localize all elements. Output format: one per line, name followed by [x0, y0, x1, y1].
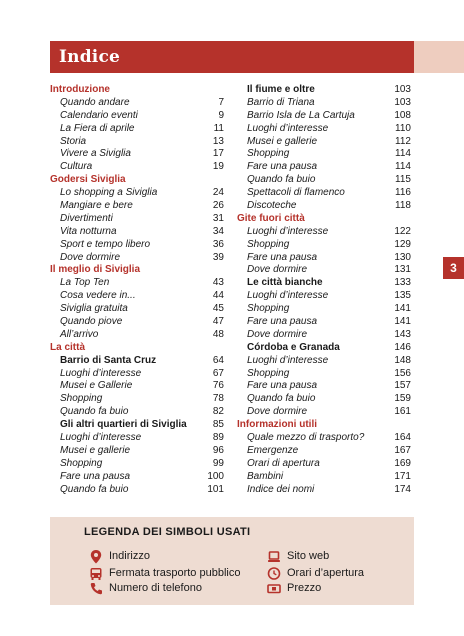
toc-entry-title: Quando fa buio [60, 483, 129, 495]
toc-entry-title: Quando fa buio [247, 393, 316, 405]
toc-entry-page: 141 [394, 303, 411, 315]
toc-entry [237, 226, 411, 239]
toc-entry-title: All’arrivo [60, 328, 99, 340]
toc-entry-title: Shopping [60, 457, 103, 469]
toc-entry-page: 13 [212, 135, 224, 147]
toc-entry-page: 108 [394, 109, 411, 121]
toc-entry-page: 19 [212, 161, 224, 173]
toc-entry [237, 200, 411, 213]
toc-subsection [237, 342, 411, 355]
toc-entry-title: Godersi Siviglia [50, 174, 126, 186]
toc-entry-title: Luoghi d’interesse [247, 290, 329, 302]
toc-entry-page: 157 [394, 380, 411, 392]
toc-entry-page: 45 [212, 303, 224, 315]
toc-entry-title: Fare una pausa [247, 316, 318, 328]
toc-entry-title: Dove dormire [60, 251, 121, 263]
toc-entry [50, 213, 224, 226]
toc-entry-title: Luoghi d’interesse [247, 225, 329, 237]
toc-entry-page: 133 [394, 277, 411, 289]
toc-entry-title: Divertimenti [60, 212, 113, 224]
toc-entry-title: Storia [60, 135, 87, 147]
toc-entry-page: 103 [394, 84, 411, 95]
toc-entry [50, 226, 224, 239]
toc-entry [237, 393, 411, 406]
toc-entry-title: Shopping [247, 367, 290, 379]
toc-entry-page: 122 [394, 225, 411, 237]
toc-entry-page: 78 [212, 393, 224, 405]
toc-subsection [237, 277, 411, 290]
toc-entry-page: 101 [207, 483, 224, 495]
toc-entry-title: Dove dormire [247, 328, 308, 340]
toc-entry-page: 130 [394, 251, 411, 263]
legend-label: Numero di telefono [109, 582, 202, 594]
toc-entry-title: Luoghi d’interesse [60, 432, 142, 444]
toc-entry-page: 24 [212, 187, 224, 199]
toc-entry [237, 458, 411, 471]
toc-entry [237, 252, 411, 265]
toc-entry-title: Gite fuori città [237, 212, 305, 224]
header-accent-block [414, 41, 464, 73]
toc-entry-title: Shopping [247, 238, 290, 250]
toc-entry [50, 277, 224, 290]
toc-subsection [50, 419, 224, 432]
toc-section-heading [237, 419, 411, 432]
toc-entry-page: 17 [212, 148, 224, 160]
toc-entry [50, 445, 224, 458]
toc-entry [237, 148, 411, 161]
toc-entry [50, 471, 224, 484]
toc-entry-page: 64 [212, 354, 224, 366]
toc-entry [50, 239, 224, 252]
toc-entry-title: Il fiume e oltre [247, 84, 315, 95]
toc-entry-page: 82 [212, 406, 224, 418]
toc-entry [50, 123, 224, 136]
toc-entry-title: Quando piove [60, 316, 123, 328]
toc-entry-title: Dove dormire [247, 264, 308, 276]
toc-section-heading [50, 84, 224, 97]
toc-entry-title: Luoghi d’interesse [60, 367, 142, 379]
location-pin-icon [89, 549, 103, 564]
toc-entry-page: 11 [213, 122, 224, 134]
toc-entry-title: Vivere a Siviglia [60, 148, 131, 160]
toc-entry [50, 432, 224, 445]
toc-entry [50, 368, 224, 381]
toc-entry-page: 118 [395, 200, 411, 212]
toc-entry-page: 115 [395, 174, 411, 186]
toc-entry-title: Barrio di Santa Cruz [60, 354, 157, 366]
toc-entry-title: Luoghi d’interesse [247, 122, 329, 134]
toc-entry-page: 135 [394, 290, 411, 302]
toc-entry [237, 316, 411, 329]
toc-entry [50, 97, 224, 110]
toc-entry-page: 99 [212, 457, 224, 469]
toc-entry [237, 355, 411, 368]
toc-section-heading [50, 174, 224, 187]
legend-label: Indirizzo [109, 550, 150, 562]
toc-entry-title: Cultura [60, 161, 93, 173]
toc-entry-page: 174 [394, 483, 411, 495]
toc-entry-title: Shopping [247, 303, 290, 315]
toc-entry [50, 136, 224, 149]
toc-entry-title: Mangiare e bere [60, 200, 133, 212]
toc-entry-title: Barrio di Triana [247, 96, 315, 108]
legend-label: Orari d’apertura [287, 567, 365, 579]
toc-entry-title: Quale mezzo di trasporto? [247, 432, 365, 444]
toc-entry-page: 47 [212, 316, 224, 328]
toc-entry-page: 167 [394, 444, 411, 456]
toc-entry-title: Orari di apertura [247, 457, 320, 469]
toc-entry-page: 43 [212, 277, 224, 289]
toc-entry [237, 174, 411, 187]
legend-label: Fermata trasporto pubblico [109, 567, 241, 579]
toc-entry-page: 148 [394, 354, 411, 366]
toc-column-left [50, 84, 224, 497]
page-number-tab: 3 [443, 257, 464, 279]
toc-entry-page: 131 [394, 264, 411, 276]
toc-entry-title: Musei e Gallerie [60, 380, 133, 392]
toc-entry [237, 484, 411, 497]
toc-entry-title: Shopping [247, 148, 290, 160]
legend-label: Prezzo [287, 582, 322, 594]
toc-entry-page: 34 [212, 225, 224, 237]
toc-entry-title: Fare una pausa [60, 470, 131, 482]
toc-entry-page: 169 [394, 457, 411, 469]
toc-entry-title: Luoghi d’interesse [247, 354, 329, 366]
toc-entry [237, 329, 411, 342]
toc-entry-page: 146 [394, 341, 411, 353]
toc-entry-page: 161 [394, 406, 411, 418]
toc-entry [50, 458, 224, 471]
toc-entry-title: Shopping [60, 393, 103, 405]
toc-section-heading [50, 264, 224, 277]
toc-entry-title: Siviglia gratuita [60, 303, 128, 315]
toc-entry-title: Musei e gallerie [60, 444, 131, 456]
toc-entry-title: Spettacoli di flamenco [247, 187, 345, 199]
clock-icon [267, 566, 281, 581]
toc-entry-page: 67 [212, 367, 224, 379]
toc-subsection [237, 84, 411, 97]
phone-icon [89, 581, 103, 596]
toc-entry-title: Musei e gallerie [247, 135, 318, 147]
toc-entry [50, 406, 224, 419]
toc-entry [50, 200, 224, 213]
toc-entry-page: 103 [394, 96, 411, 108]
toc-entry [50, 393, 224, 406]
page-title: Indice [59, 47, 121, 67]
toc-entry-title: Fare una pausa [247, 380, 318, 392]
toc-entry-page: 85 [212, 419, 224, 431]
toc-entry-title: Sport e tempo libero [60, 238, 151, 250]
toc-entry [237, 380, 411, 393]
toc-entry-title: Córdoba e Granada [247, 341, 340, 353]
toc-entry-page: 143 [394, 328, 411, 340]
toc-entry-title: Discoteche [247, 200, 297, 212]
toc-entry-title: Introduzione [50, 84, 110, 95]
toc-entry-page: 7 [218, 96, 224, 108]
toc-entry-title: Lo shopping a Siviglia [60, 187, 158, 199]
toc-entry [237, 303, 411, 316]
toc-entry-title: Il meglio di Siviglia [50, 264, 141, 276]
toc-entry [50, 484, 224, 497]
toc-column-right [237, 84, 411, 497]
toc-entry-page: 76 [212, 380, 224, 392]
toc-entry [237, 406, 411, 419]
toc-entry [237, 161, 411, 174]
bus-icon [89, 566, 103, 581]
ticket-icon [267, 581, 281, 596]
toc-entry-page: 116 [395, 187, 411, 199]
toc-entry [50, 316, 224, 329]
toc-entry-page: 89 [212, 432, 224, 444]
toc-entry-page: 164 [394, 432, 411, 444]
toc-entry-title: La città [50, 341, 86, 353]
toc-entry [237, 97, 411, 110]
toc-entry [237, 110, 411, 123]
legend-label: Sito web [287, 550, 330, 562]
toc-entry [237, 239, 411, 252]
toc-entry-page: 9 [218, 109, 224, 121]
toc-entry-page: 44 [212, 290, 224, 302]
toc-entry-title: Fare una pausa [247, 251, 318, 263]
toc-subsection [50, 355, 224, 368]
toc-entry [50, 110, 224, 123]
legend-title: LEGENDA DEI SIMBOLI USATI [84, 526, 251, 538]
toc-entry-title: Barrio Isla de La Cartuja [247, 109, 355, 121]
toc-entry [50, 290, 224, 303]
toc-entry [237, 187, 411, 200]
toc-entry-page: 110 [395, 122, 411, 134]
toc-entry-title: La Fiera di aprile [60, 122, 135, 134]
toc-entry [50, 187, 224, 200]
toc-entry-title: Cosa vedere in... [60, 290, 136, 302]
toc-entry-title: Bambini [247, 470, 284, 482]
toc-entry-page: 141 [394, 316, 411, 328]
toc-entry-page: 114 [395, 161, 411, 173]
toc-entry-title: Emergenze [247, 444, 299, 456]
toc-entry-page: 100 [207, 470, 224, 482]
toc-entry-title: Quando fa buio [60, 406, 129, 418]
toc-entry [237, 471, 411, 484]
toc-entry-page: 39 [212, 251, 224, 263]
toc-entry [237, 264, 411, 277]
toc-entry [237, 123, 411, 136]
toc-entry [237, 445, 411, 458]
toc-section-heading [237, 213, 411, 226]
toc-entry-title: La Top Ten [60, 277, 110, 289]
toc-entry-title: Vita notturna [60, 225, 117, 237]
toc-entry-title: Dove dormire [247, 406, 308, 418]
toc-entry [50, 329, 224, 342]
toc-entry-page: 171 [394, 470, 411, 482]
toc-entry-page: 36 [212, 238, 224, 250]
toc-entry-title: Quando andare [60, 96, 130, 108]
laptop-icon [267, 549, 281, 564]
toc-entry-page: 31 [212, 212, 224, 224]
toc-entry [50, 380, 224, 393]
toc-entry-title: Gli altri quartieri di Siviglia [60, 419, 187, 431]
toc-entry-title: Calendario eventi [60, 109, 138, 121]
toc-entry-page: 96 [212, 444, 224, 456]
toc-entry [237, 368, 411, 381]
toc-entry-title: Le città bianche [247, 277, 323, 289]
toc-entry-page: 48 [212, 328, 224, 340]
toc-entry-page: 112 [395, 135, 411, 147]
toc-entry-page: 159 [394, 393, 411, 405]
toc-entry-title: Quando fa buio [247, 174, 316, 186]
toc-entry-title: Informazioni utili [237, 419, 317, 431]
toc-section-heading [50, 342, 224, 355]
toc-entry [50, 148, 224, 161]
toc-entry [50, 252, 224, 265]
toc-entry-title: Fare una pausa [247, 161, 318, 173]
toc-entry [50, 161, 224, 174]
toc-entry-title: Indice dei nomi [247, 483, 315, 495]
toc-entry [237, 432, 411, 445]
toc-entry-page: 26 [212, 200, 224, 212]
toc-entry [50, 303, 224, 316]
toc-entry [237, 136, 411, 149]
toc-entry [237, 290, 411, 303]
toc-entry-page: 114 [395, 148, 411, 160]
toc-entry-page: 156 [394, 367, 411, 379]
toc-entry-page: 129 [394, 238, 411, 250]
